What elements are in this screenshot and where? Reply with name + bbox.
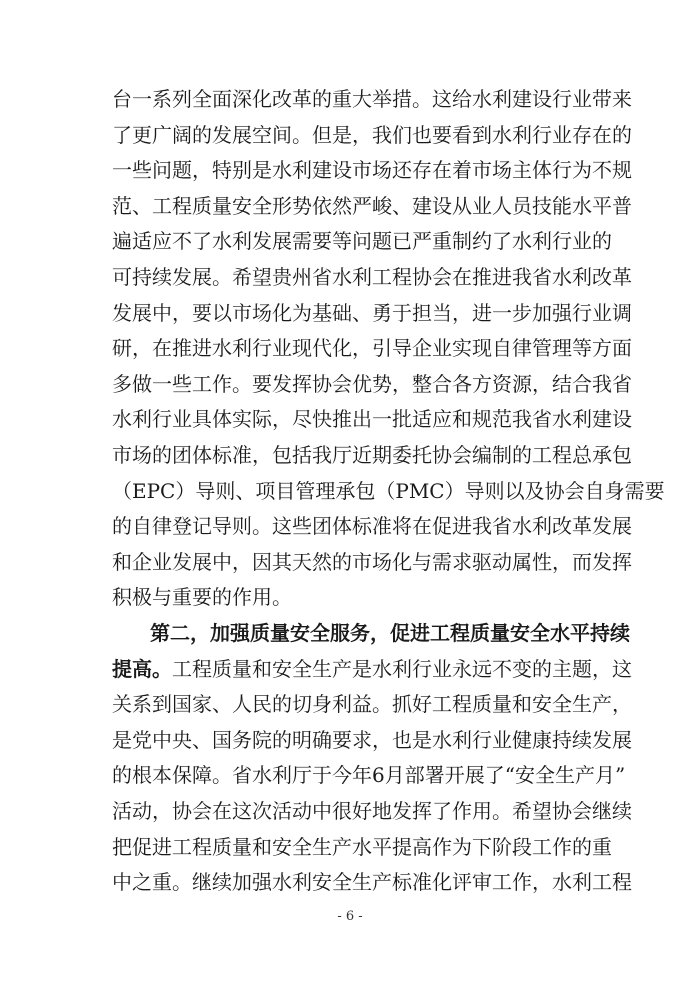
- paragraph-1-line-11: 市场的团体标准，包括我厅近期委托协会编制的工程总承包: [112, 443, 632, 467]
- paragraph-2-line-8: 中之重。继续加强水利安全生产标准化评审工作，水利工程: [112, 870, 632, 895]
- paragraph-2-line-2-text: 工程质量和安全生产是水利行业永远不变的主题，这: [172, 656, 632, 681]
- paragraph-2-line-6: 活动，协会在这次活动中很好地发挥了作用。希望协会继续: [112, 799, 632, 823]
- paragraph-2-heading-line-1: 第二，加强质量安全服务，促进工程质量安全水平持续: [150, 621, 630, 645]
- paragraph-2-line-2: [112, 652, 632, 686]
- paragraph-1-line-13: 的自律登记导则。这些团体标准将在促进我省水利改革发展: [112, 514, 632, 539]
- paragraph-1-line-9: 多做一些工作。要发挥协会优势，整合各方资源，结合我省: [112, 371, 632, 396]
- paragraph-2-line-5: 的根本保障。省水利厅于今年6月部署开展了“安全生产月”: [112, 763, 626, 788]
- paragraph-1-line-8: 研，在推进水利行业现代化，引导企业实现自律管理等方面: [112, 336, 632, 361]
- paragraph-1-line-2: 了更广阔的发展空间。但是，我们也要看到水利行业存在的: [112, 122, 632, 147]
- paragraph-2-line-3: 关系到国家、人民的切身利益。抓好工程质量和安全生产，: [112, 692, 632, 717]
- paragraph-2-line-4: 是党中央、国务院的明确要求，也是水利行业健康持续发展: [112, 727, 632, 752]
- paragraph-1-line-14: 和企业发展中，因其天然的市场化与需求驱动属性，而发挥: [112, 549, 632, 574]
- page-number: - 6 -: [337, 909, 363, 924]
- paragraph-1-line-5: 遍适应不了水利发展需要等问题已严重制约了水利行业的: [112, 229, 612, 254]
- paragraph-1-line-12: （EPC）导则、项目管理承包（PMC）导则以及协会自身需要: [112, 478, 665, 503]
- paragraph-1-line-7: 发展中，要以市场化为基础、勇于担当，进一步加强行业调: [112, 300, 632, 325]
- paragraph-1-line-15: 积极与重要的作用。: [112, 585, 292, 610]
- paragraph-2-line-7: 把促进工程质量和安全生产水平提高作为下阶段工作的重: [112, 834, 612, 859]
- paragraph-1-line-6: 可持续发展。希望贵州省水利工程协会在推进我省水利改革: [112, 265, 632, 289]
- paragraph-1-line-1: 台一系列全面深化改革的重大举措。这给水利建设行业带来: [112, 87, 632, 111]
- paragraph-1-line-4: 范、工程质量安全形势依然严峻、建设从业人员技能水平普: [112, 193, 632, 218]
- paragraph-2-heading-end: 提高。: [112, 656, 172, 681]
- paragraph-1-line-10: 水利行业具体实际，尽快推出一批适应和规范我省水利建设: [112, 407, 632, 432]
- paragraph-1-line-3: 一些问题，特别是水利建设市场还存在着市场主体行为不规: [112, 158, 632, 183]
